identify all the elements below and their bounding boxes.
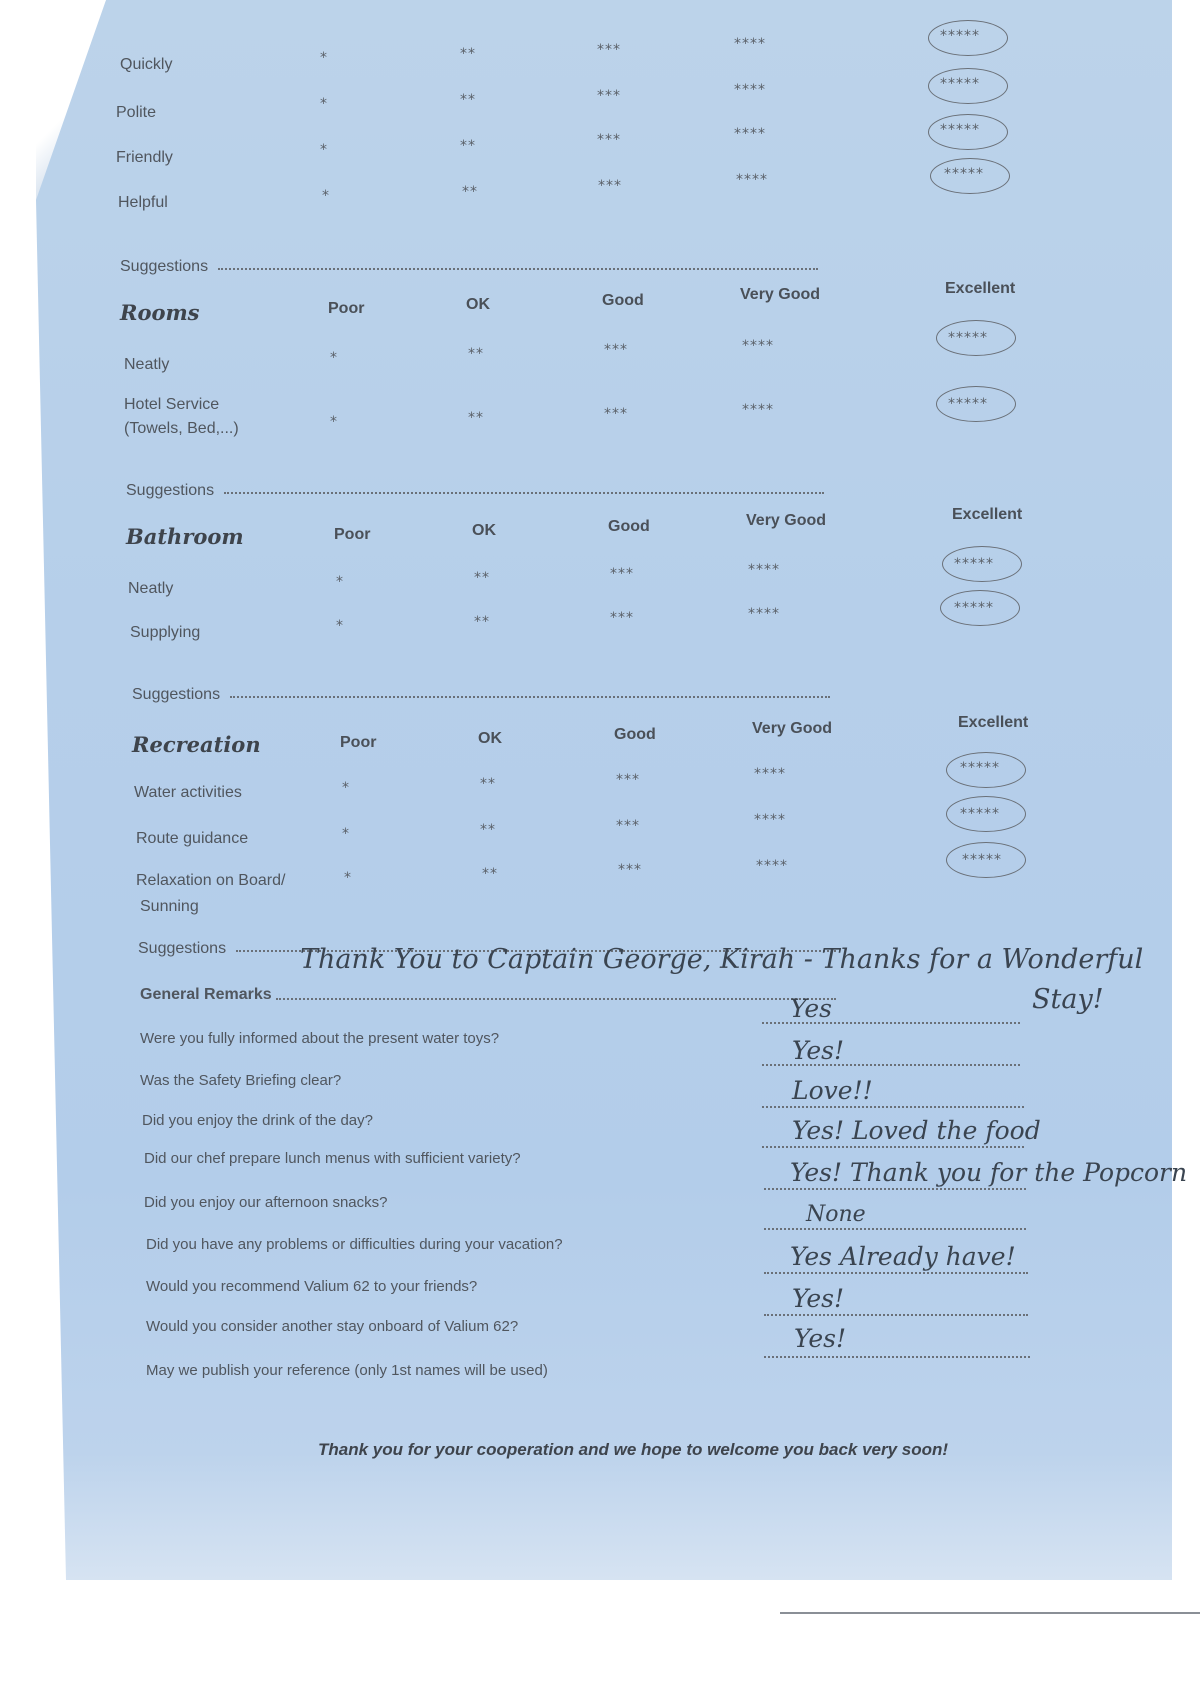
rating-1-star[interactable]: * bbox=[342, 826, 350, 842]
scale-very-good: Very Good bbox=[746, 512, 827, 529]
handwritten-answer: Yes Already have! bbox=[790, 1242, 1016, 1271]
selection-circle bbox=[946, 752, 1026, 788]
scan-edge-line bbox=[780, 1612, 1200, 1614]
staff-item-helpful: Helpful bbox=[118, 194, 168, 211]
rating-2-star[interactable]: ** bbox=[460, 138, 476, 154]
handwritten-answer: Yes! bbox=[792, 1284, 845, 1313]
rating-2-star[interactable]: ** bbox=[468, 410, 484, 426]
answer-line[interactable] bbox=[764, 1228, 1026, 1230]
scale-good: Good bbox=[608, 518, 650, 535]
scale-good: Good bbox=[614, 726, 656, 743]
rooms-item-hotel-service-detail: (Towels, Bed,...) bbox=[124, 420, 239, 437]
staff-item-friendly: Friendly bbox=[116, 149, 173, 166]
answer-line[interactable] bbox=[764, 1314, 1028, 1316]
answer-line[interactable] bbox=[764, 1356, 1030, 1358]
rating-1-star[interactable]: * bbox=[320, 142, 328, 158]
handwritten-answer: None bbox=[806, 1202, 866, 1227]
rating-1-star[interactable]: * bbox=[320, 50, 328, 66]
general-remarks-label: General Remarks bbox=[140, 986, 272, 1003]
rating-4-star[interactable]: **** bbox=[754, 812, 786, 828]
handwritten-answer: Love!! bbox=[792, 1076, 873, 1105]
rating-3-star[interactable]: *** bbox=[618, 862, 642, 878]
suggestions-label: Suggestions bbox=[120, 258, 209, 275]
scale-very-good: Very Good bbox=[752, 720, 833, 737]
rating-3-star[interactable]: *** bbox=[604, 342, 628, 358]
selection-circle bbox=[946, 842, 1026, 878]
rating-1-star[interactable]: * bbox=[336, 618, 344, 634]
scale-very-good: Very Good bbox=[740, 286, 821, 303]
handwritten-answer: Yes bbox=[790, 994, 832, 1023]
section-title-bathroom: Bathroom bbox=[126, 524, 244, 549]
answer-line[interactable] bbox=[764, 1272, 1028, 1274]
selection-circle bbox=[928, 68, 1008, 104]
selection-circle bbox=[942, 546, 1022, 582]
rating-5-star-selected[interactable]: ***** bbox=[954, 556, 994, 572]
handwritten-answer: Yes! bbox=[792, 1036, 845, 1065]
question: Did you enjoy our afternoon snacks? bbox=[144, 1194, 388, 1211]
selection-circle bbox=[940, 590, 1020, 626]
rating-4-star[interactable]: **** bbox=[736, 172, 768, 188]
scale-excellent: Excellent bbox=[952, 506, 1023, 523]
rating-3-star[interactable]: *** bbox=[598, 178, 622, 194]
rooms-item-neatly: Neatly bbox=[124, 356, 170, 373]
recreation-item-relaxation-detail: Sunning bbox=[140, 898, 199, 915]
scale-poor: Poor bbox=[328, 300, 365, 317]
rating-4-star[interactable]: **** bbox=[756, 858, 788, 874]
rating-4-star[interactable]: **** bbox=[742, 338, 774, 354]
scale-ok: OK bbox=[472, 522, 496, 539]
suggestions-line[interactable] bbox=[224, 492, 824, 494]
rating-4-star[interactable]: **** bbox=[742, 402, 774, 418]
rating-4-star[interactable]: **** bbox=[748, 562, 780, 578]
rating-2-star[interactable]: ** bbox=[474, 570, 490, 586]
rating-2-star[interactable]: ** bbox=[460, 46, 476, 62]
handwritten-remark-continued: Stay! bbox=[1032, 984, 1104, 1015]
question: May we publish your reference (only 1st names will be used) bbox=[146, 1362, 548, 1379]
rating-5-star-selected[interactable]: ***** bbox=[940, 122, 980, 138]
question: Was the Safety Briefing clear? bbox=[140, 1072, 342, 1089]
section-title-recreation: Recreation bbox=[132, 732, 261, 757]
rating-3-star[interactable]: *** bbox=[597, 88, 621, 104]
rating-1-star[interactable]: * bbox=[320, 96, 328, 112]
rating-4-star[interactable]: **** bbox=[748, 606, 780, 622]
closing-message: Thank you for your cooperation and we hope to welcome you back very soon! bbox=[318, 1440, 949, 1459]
rating-5-star-selected[interactable]: ***** bbox=[948, 330, 988, 346]
rating-2-star[interactable]: ** bbox=[482, 866, 498, 882]
question: Did you have any problems or difficulties during your vacation? bbox=[146, 1236, 563, 1253]
bathroom-item-supplying: Supplying bbox=[130, 624, 201, 641]
rating-3-star[interactable]: *** bbox=[610, 610, 634, 626]
question: Would you consider another stay onboard of Valium 62? bbox=[146, 1318, 519, 1335]
recreation-item-relaxation: Relaxation on Board/ bbox=[136, 872, 286, 889]
recreation-item-route-guidance: Route guidance bbox=[136, 830, 249, 847]
rating-2-star[interactable]: ** bbox=[474, 614, 490, 630]
question: Did our chef prepare lunch menus with sufficient variety? bbox=[144, 1150, 521, 1167]
scale-good: Good bbox=[602, 292, 644, 309]
selection-circle bbox=[928, 20, 1008, 56]
section-title-rooms: Rooms bbox=[120, 300, 200, 325]
rating-5-star-selected[interactable]: ***** bbox=[962, 852, 1002, 868]
handwritten-answer: Yes! Thank you for the Popcorn bbox=[790, 1158, 1188, 1187]
scale-poor: Poor bbox=[334, 526, 371, 543]
rating-5-star-selected[interactable]: ***** bbox=[954, 600, 994, 616]
rating-5-star-selected[interactable]: ***** bbox=[960, 806, 1000, 822]
staff-item-quickly: Quickly bbox=[120, 56, 173, 73]
selection-circle bbox=[936, 320, 1016, 356]
rating-3-star[interactable]: *** bbox=[604, 406, 628, 422]
scale-poor: Poor bbox=[340, 734, 377, 751]
rating-3-star[interactable]: *** bbox=[616, 818, 640, 834]
question: Would you recommend Valium 62 to your friends? bbox=[146, 1278, 478, 1295]
rating-1-star[interactable]: * bbox=[322, 188, 330, 204]
question: Did you enjoy the drink of the day? bbox=[142, 1112, 373, 1129]
selection-circle bbox=[946, 796, 1026, 832]
selection-circle bbox=[936, 386, 1016, 422]
rating-1-star[interactable]: * bbox=[342, 780, 350, 796]
rating-1-star[interactable]: * bbox=[336, 574, 344, 590]
question: Were you fully informed about the present water toys? bbox=[140, 1030, 500, 1047]
rating-2-star[interactable]: ** bbox=[460, 92, 476, 108]
rating-5-star-selected[interactable]: ***** bbox=[960, 760, 1000, 776]
staff-item-polite: Polite bbox=[116, 104, 157, 121]
scale-ok: OK bbox=[478, 730, 502, 747]
rating-2-star[interactable]: ** bbox=[480, 822, 496, 838]
rating-4-star[interactable]: **** bbox=[734, 82, 766, 98]
selection-circle bbox=[928, 114, 1008, 150]
recreation-item-water-activities: Water activities bbox=[134, 784, 242, 801]
answer-line[interactable] bbox=[762, 1106, 1024, 1108]
scale-excellent: Excellent bbox=[958, 714, 1029, 731]
handwritten-answer: Yes! bbox=[794, 1324, 847, 1353]
bathroom-item-neatly: Neatly bbox=[128, 580, 174, 597]
suggestions-label: Suggestions bbox=[126, 482, 215, 499]
handwritten-remark: Thank You to Captain George, Kirah - Thanks for a Wonderful bbox=[300, 944, 1144, 975]
scale-ok: OK bbox=[466, 296, 490, 313]
suggestions-label: Suggestions bbox=[138, 940, 227, 957]
rating-5-star-selected[interactable]: ***** bbox=[944, 166, 984, 182]
rating-2-star[interactable]: ** bbox=[468, 346, 484, 362]
answer-line[interactable] bbox=[762, 1146, 1024, 1148]
rating-5-star-selected[interactable]: ***** bbox=[940, 76, 980, 92]
suggestions-line[interactable] bbox=[218, 268, 818, 270]
rating-3-star[interactable]: *** bbox=[616, 772, 640, 788]
rating-2-star[interactable]: ** bbox=[480, 776, 496, 792]
general-remarks-line[interactable] bbox=[276, 998, 836, 1000]
rating-3-star[interactable]: *** bbox=[597, 132, 621, 148]
rating-4-star[interactable]: **** bbox=[754, 766, 786, 782]
selection-circle bbox=[930, 158, 1010, 194]
rating-5-star-selected[interactable]: ***** bbox=[948, 396, 988, 412]
rating-2-star[interactable]: ** bbox=[462, 184, 478, 200]
rating-3-star[interactable]: *** bbox=[597, 42, 621, 58]
rating-1-star[interactable]: * bbox=[330, 414, 338, 430]
handwritten-answer: Yes! Loved the food bbox=[792, 1116, 1041, 1145]
rating-5-star-selected[interactable]: ***** bbox=[940, 28, 980, 44]
answer-line[interactable] bbox=[764, 1188, 1026, 1190]
rating-1-star[interactable]: * bbox=[344, 870, 352, 886]
rating-4-star[interactable]: **** bbox=[734, 126, 766, 142]
scale-excellent: Excellent bbox=[945, 280, 1016, 297]
rooms-item-hotel-service: Hotel Service bbox=[124, 396, 220, 413]
rating-3-star[interactable]: *** bbox=[610, 566, 634, 582]
suggestions-line[interactable] bbox=[230, 696, 830, 698]
suggestions-label: Suggestions bbox=[132, 686, 221, 703]
rating-4-star[interactable]: **** bbox=[734, 36, 766, 52]
rating-1-star[interactable]: * bbox=[330, 350, 338, 366]
